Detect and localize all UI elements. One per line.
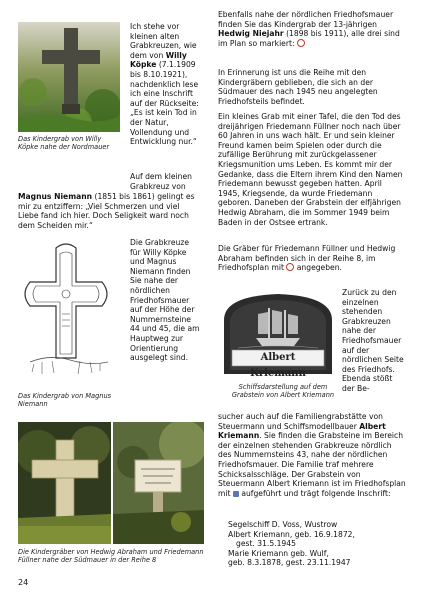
row8-paragraph: Die Gräber für Friedemann Füllner und Hedwig Abraham befinden sich in der Reihe 8, im Friedhofsplan mit angegeben. bbox=[218, 244, 396, 273]
fuellner-paragraph: Ein kleines Grab mit einer Tafel, die den Tod des dreijährigen Friedemann Füllner noch nach über 60 Jahren in uns wach hält. Er und sein kleiner Freund kamen beim Spielen oder durch die zufällige Berührung mit zurückgelassener Kriegsmunition ums Leben. Es kommt mir der Gedanke, dass die Eltern ihrem Kind den Namen Friedemann bewusst gegeben hatten. April 1945, Kriegsende, da wurde Friedemann geboren. Daneben der Grabstein der elfjährigen Hedwig Abraham, die im Sommer 1949 beim Baden in der Ostsee ertrank. bbox=[218, 112, 403, 227]
name-hedwig-niejahr: Hedwig Niejahr bbox=[218, 29, 284, 39]
kriemann-inscription bbox=[218, 520, 416, 568]
gravestone-inscription: Albert Kriemann bbox=[250, 352, 306, 379]
page-number: 24 bbox=[18, 578, 29, 587]
memory-paragraph: In Erinnerung ist uns die Reihe mit den Kindergräbern geblieben, die sich an der Südmauer des nach 1945 neu angelegten Friedhofsteils befindet. bbox=[218, 68, 378, 106]
niemann-paragraph: Magnus Niemann (1851 bis 1861) gelingt es mir zu entziffern: „Viel Schmerzen und viel Liebe fand ich hier. Doch Seligkeit ward noch dem Scheiden mir.“ bbox=[18, 192, 195, 230]
caption-kriemann: Schiffsdarstellung auf dem Grabstein von Albert Kriemann bbox=[231, 383, 335, 400]
niemann-intro: Auf dem kleinen Grabkreuz von bbox=[130, 172, 192, 191]
circle-marker-icon bbox=[286, 263, 294, 271]
photo-fuellner-grave bbox=[113, 422, 204, 544]
kriemann-intro-narrow: Zurück zu den einzelnen stehenden Grabkreuzen nahe der Friedhofsmauer auf der nördlichen Seite des Friedhofs. Ebenda stößt der Be- bbox=[342, 288, 404, 393]
caption-koepke: Das Kindergrab von Willy Köpke nahe der Nordmauer bbox=[18, 135, 110, 152]
name-magnus-niemann: Magnus Niemann bbox=[18, 192, 93, 201]
niejahr-paragraph: Ebenfalls nahe der nördlichen Friedhofsmauer finden Sie das Kindergrab der 13-jährigen Hedwig Niejahr (1898 bis 1911), alle drei sind im Plan so markiert: bbox=[218, 10, 400, 48]
inscription-line: gest. 31.5.1945 bbox=[236, 539, 296, 549]
kriemann-paragraph: sucher auch auf die Familiengrabstätte von Steuermann und Schiffsmodellbauer Albert Kriemann. Sie finden die Grabsteine im Bereich der einzelnen stehenden Grabkreuze nördlich des Nummernsteins 43, nahe der nördlichen Friedhofsmauer. Die Familie traf mehrere Schicksalsschläge. Der Grabstein von Steuermann Albert Kriemann ist im Friedhofsplan mit aufgeführt und trägt folgende Inschrift: bbox=[218, 412, 406, 498]
photo-koepke-grave bbox=[18, 22, 120, 132]
square-marker-icon bbox=[233, 491, 239, 497]
caption-niemann: Das Kindergrab von Magnus Niemann bbox=[18, 392, 112, 409]
location-paragraph: Die Grabkreuze für Willy Köpke und Magnus Niemann finden Sie nahe der nördlichen Friedhofsmauer auf der Höhe der Nummernsteine 44 und 45, die am Hauptweg zur Orientierung ausgelegt sind. bbox=[130, 238, 200, 363]
koepke-paragraph: Ich stehe vor kleinen alten Grabkreuzen, wie dem von Willy Köpke (7.1.1909 bis 8.10.1921), nachdenklich lese ich eine Inschrift auf der Rückseite: „Es ist kein Tod in der Natur, Vollendung und Entwicklung nur.“ bbox=[130, 22, 199, 147]
name-albert-kriemann: Albert Kriemann bbox=[218, 421, 386, 441]
inscription-line: Segelschiff D. Voss, Wustrow bbox=[228, 520, 338, 529]
photo-abraham-grave bbox=[18, 422, 111, 544]
inscription-line: Albert Kriemann, geb. 16.9.1872, bbox=[228, 529, 355, 539]
photo-kriemann-gravestone bbox=[218, 290, 338, 378]
inscription-line: Marie Kriemann geb. Wulf, bbox=[228, 548, 329, 558]
inscription-line: geb. 8.3.1878, gest. 23.11.1947 bbox=[228, 558, 351, 568]
name-willy-koepke: Willy Köpke bbox=[130, 50, 187, 70]
drawing-niemann-cross bbox=[20, 240, 112, 380]
circle-marker-icon bbox=[297, 39, 305, 47]
caption-abraham-fuellner: Die Kindergräber von Hedwig Abraham und Friedemann Füllner nahe der Südmauer in der Reihe 8 bbox=[18, 548, 204, 565]
